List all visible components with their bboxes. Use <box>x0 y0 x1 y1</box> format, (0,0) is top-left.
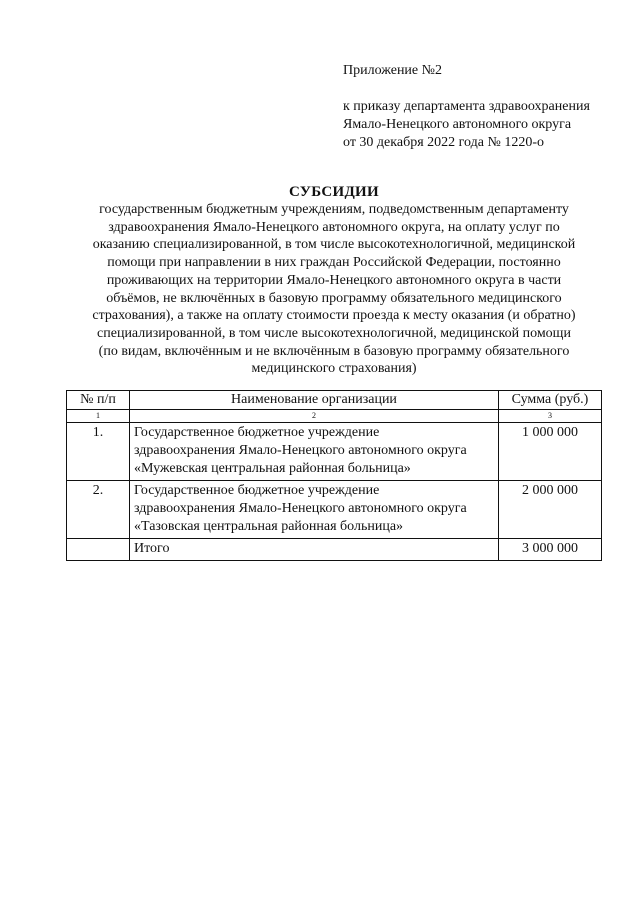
organization-name <box>130 423 499 481</box>
order-line-1: к приказу департамента здравоохранения <box>343 99 590 114</box>
subtitle-line: государственным бюджетным учреждениям, подведомственным департаменту <box>99 202 569 217</box>
column-index: 3 <box>499 410 602 423</box>
subtitle-line: объёмов, не включённых в базовую программу обязательного медицинского <box>106 290 562 306</box>
subtitle-line: помощи при направлении в них граждан Российской Федерации, постоянно <box>107 255 561 271</box>
organization-name-line: здравоохранения Ямало-Ненецкого автономного округа <box>134 443 467 458</box>
organization-name <box>130 481 499 539</box>
table-row <box>67 481 602 539</box>
row-sum: 2 000 000 <box>499 481 602 539</box>
document-title: СУБСИДИИ <box>288 184 379 200</box>
appendix-number: Приложение №2 <box>343 63 442 78</box>
order-line-3: от 30 декабря 2022 года № 1220-о <box>343 135 544 150</box>
document-subtitle <box>66 201 602 378</box>
total-label: Итого <box>130 539 499 561</box>
total-num-empty <box>67 539 130 561</box>
order-line-2: Ямало-Ненецкого автономного округа <box>343 117 572 132</box>
table-row <box>67 423 602 481</box>
organization-name-line: Государственное бюджетное учреждение <box>134 425 380 440</box>
subtitle-line: проживающих на территории Ямало-Ненецкого автономного округа в части <box>106 272 562 288</box>
organization-name-line: Государственное бюджетное учреждение <box>134 483 380 498</box>
header-sum: Сумма (руб.) <box>499 391 602 410</box>
row-number: 2. <box>67 481 130 539</box>
subtitle-line: специализированной, в том числе высокотехнологичной, медицинской помощи <box>97 325 571 341</box>
organization-name-line: «Мужевская центральная районная больница» <box>134 461 411 476</box>
table-header-row <box>67 391 602 410</box>
header-name: Наименование организации <box>130 391 499 410</box>
organization-name-line: «Тазовская центральная районная больница» <box>134 519 404 534</box>
row-number: 1. <box>67 423 130 481</box>
subtitle-line: медицинского страхования) <box>251 361 417 377</box>
column-index: 1 <box>67 410 130 423</box>
organization-name-line: здравоохранения Ямало-Ненецкого автономного округа <box>134 501 467 516</box>
subtitle-line: оказанию специализированной, в том числе высокотехнологичной, медицинской <box>92 237 576 253</box>
header-num: № п/п <box>67 391 130 410</box>
column-index: 2 <box>130 410 499 423</box>
appendix-header <box>343 62 590 152</box>
title-block <box>66 183 602 378</box>
subtitle-line: здравоохранения Ямало-Ненецкого автономного округа, на оплату услуг по <box>108 219 560 235</box>
total-sum: 3 000 000 <box>499 539 602 561</box>
row-sum: 1 000 000 <box>499 423 602 481</box>
total-row <box>67 539 602 561</box>
subtitle-line: (по видам, включённым и не включённым в базовую программу обязательного <box>98 343 570 359</box>
subtitle-line: страхования), а также на оплату стоимости проезда к месту оказания (и обратно) <box>92 308 576 324</box>
organizations-table <box>66 390 602 561</box>
column-index-row <box>67 410 602 423</box>
